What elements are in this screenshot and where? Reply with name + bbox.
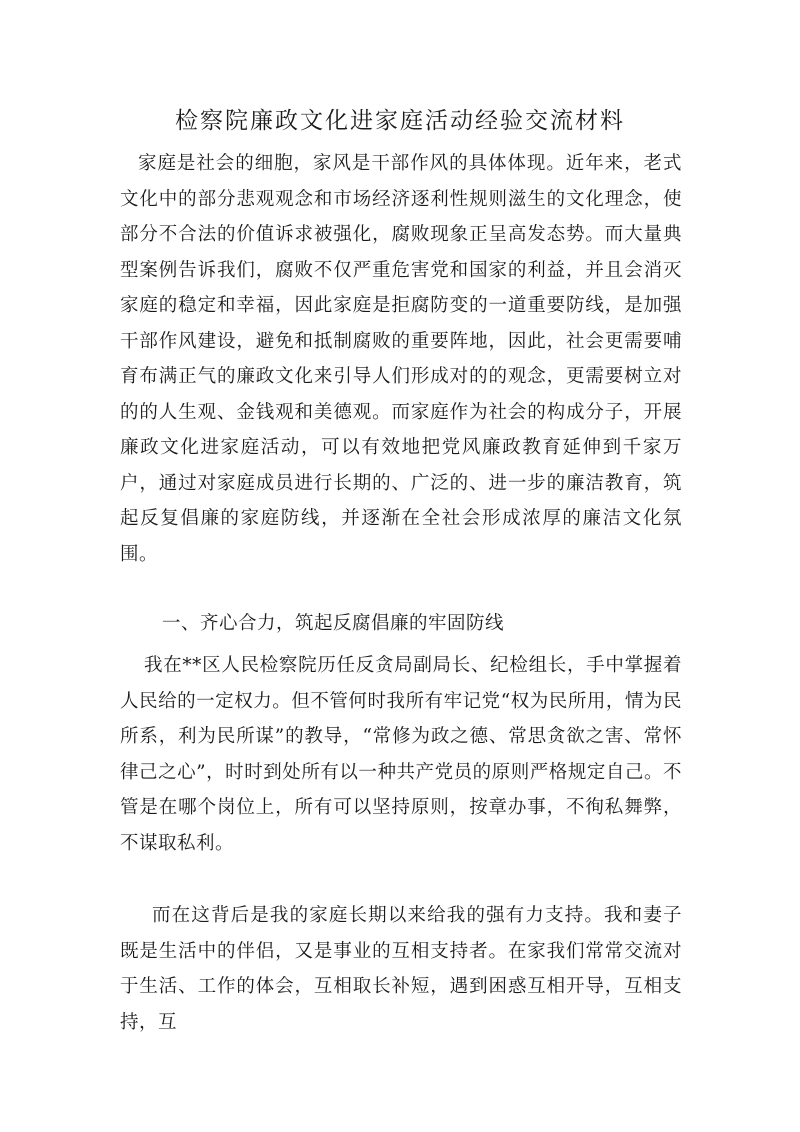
body-paragraph: 而在这背后是我的家庭长期以来给我的强有力支持。我和妻子既是生活中的伴侣，又是事业的互相支持者。在家我们常常交流对于生活、工作的体会，互相取长补短，遇到困惑互相开导，互相支持，互 [120,905,682,1033]
document-title: 检察院廉政文化进家庭活动经验交流材料 [175,108,625,134]
section-heading: 一、齐心合力，筑起反腐倡廉的牢固防线 [162,613,505,634]
body-paragraph: 我在**区人民检察院历任反贪局副局长、纪检组长，手中掌握着人民给的一定权力。但不管何时我所有牢记党“权为民所用，情为民所系，利为民所谋”的教导，“常修为政之德、常思贪欲之害、常怀律己之心”，时时到处所有以一种共产党员的原则严格规定自己。不管是在哪个岗位上，所有可以坚持原则，按章办事，不徇私舞弊，不谋取私利。 [120,655,682,854]
intro-paragraph: 家庭是社会的细胞，家风是干部作风的具体体现。近年来，老式文化中的部分悲观观念和市场经济逐利性规则滋生的文化理念，使部分不合法的价值诉求被强化，腐败现象正呈高发态势。而大量典型案例告诉我们，腐败不仅严重危害党和国家的利益，并且会消灭家庭的稳定和幸福，因此家庭是拒腐防变的一道重要防线，是加强干部作风建设，避免和抵制腐败的重要阵地，因此，社会更需要哺育布满正气的廉政文化来引导人们形成对的的观念，更需要树立对的的人生观、金钱观和美德观。而家庭作为社会的构成分子，开展廉政文化进家庭活动，可以有效地把党风廉政教育延伸到千家万户，通过对家庭成员进行长期的、广泛的、进一步的廉洁教育，筑起反复倡廉的家庭防线，并逐渐在全社会形成浓厚的廉洁文化氛围。 [120,153,682,565]
